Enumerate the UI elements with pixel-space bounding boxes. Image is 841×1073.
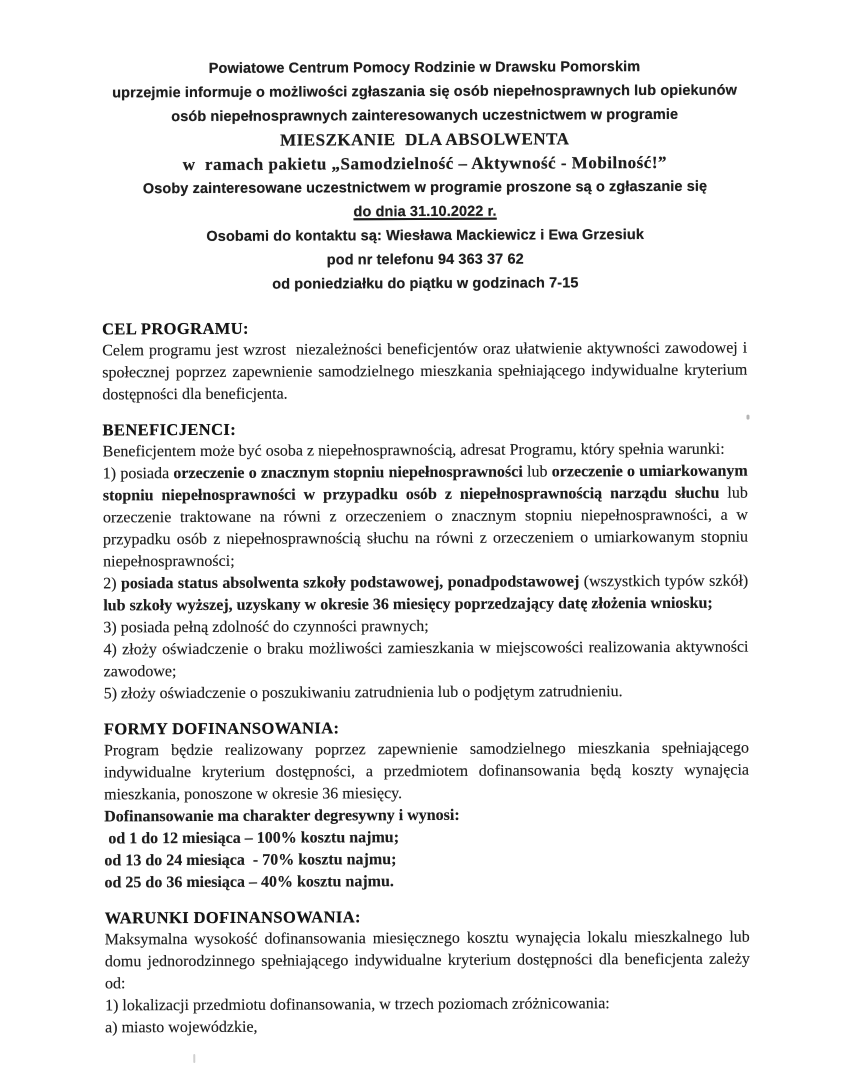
paragraph <box>102 461 753 574</box>
text-run: a) miasto wojewódzkie, <box>105 1018 258 1037</box>
text-run: lub szkoły wyższej, uzyskany w okresie 36 miesięcy poprzedzający datę złożenia wniosku; <box>103 594 713 615</box>
section-heading: WARUNKI DOFINANSOWANIA: <box>104 907 361 928</box>
header-org-name: Powiatowe Centrum Pomocy Rodzinie w Drawsku Pomorskim <box>208 59 641 77</box>
section-heading: BENEFICJENCI: <box>102 419 237 440</box>
text-run: Maksymalna wysokość dofinansowania miesięcznego kosztu wynajęcia lokalu mieszkalnego lub domu jednorodzinnego spełniającego indywidualne kryterium dostępności dla beneficjenta zależy od: <box>104 928 754 993</box>
header-contacts: Osobami do kontaktu są: Wiesława Mackiewicz i Ewa Grzesiuk <box>206 227 645 245</box>
paragraph <box>103 615 748 640</box>
text-run: 5) złoży oświadczenie o poszukiwaniu zatrudnienia lub o podjętym zatrudnieniu. <box>103 683 623 703</box>
text-run: lub <box>522 463 552 481</box>
text-run: lub orzeczenie traktowane na równi z orzeczeniem o znacznym stopniu niepełnosprawności, a w przypadku osób z niepełnosprawnością słuchu na równi z orzeczeniem o umiarkowanym stopniu niepełnosprawności; <box>102 484 753 571</box>
text-run: od 1 do 12 miesiąca – 100% kosztu najmu; <box>104 829 400 848</box>
text-run: orzeczenie o znacznym stopniu niepełnosprawności <box>173 463 523 483</box>
text-run: 3) posiada pełną zdolność do czynności prawnych; <box>103 617 429 637</box>
paragraph <box>104 826 749 851</box>
paragraph <box>105 1015 750 1040</box>
text-run: Beneficjentem może być osoba z niepełnosprawnością, adresat Programu, który spełnia warunki: <box>102 440 725 461</box>
header-deadline: do dnia 31.10.2022 r. <box>353 203 497 221</box>
text-run: Dofinansowanie ma charakter degresywny i wynosi: <box>104 806 460 826</box>
paragraph <box>102 338 752 407</box>
text-run: 1) posiada <box>102 465 174 483</box>
header-hours: od poniedziałku do piątku w godzinach 7-15 <box>272 275 579 293</box>
scan-speck <box>193 1054 195 1063</box>
paragraph <box>103 738 754 807</box>
text-run: 1) lokalizacji przedmiotu dofinansowania, w trzech poziomach zróżnicowania: <box>105 995 610 1015</box>
text-run: Program będzie realizowany poprzez zapewnienie samodzielnego mieszkania spełniającego indywidualne kryterium dostępności, a przedmiotem dofinansowania będą koszty wynajęcia mieszkania, ponoszone w okresie 36 miesięcy. <box>103 739 754 804</box>
paragraph <box>104 804 749 829</box>
header-info-line-1: uprzejmie informuje o możliwości zgłaszania się osób niepełnosprawnych lub opiekunów <box>112 82 737 102</box>
program-subtitle: w ramach pakietu „Samodzielność – Aktywność - Mobilność!” <box>182 152 668 175</box>
paragraph <box>104 848 749 873</box>
paragraph <box>103 439 748 464</box>
text-run: od 25 do 36 miesiąca – 40% kosztu najmu. <box>104 873 394 892</box>
header-apply-line: Osoby zainteresowane uczestnictwem w programie proszone są o zgłaszanie się <box>142 178 708 198</box>
text-run: 4) złoży oświadczenie o braku możliwości zamieszkania w miejscowości realizowania aktywności zawodowe; <box>103 638 753 681</box>
paragraph <box>103 637 753 684</box>
paragraph <box>104 870 749 895</box>
program-title: MIESZKANIE DLA ABSOLWENTA <box>280 129 570 150</box>
scan-speck <box>746 415 749 420</box>
header-info-line-2: osób niepełnosprawnych zainteresowanych uczestnictwem w programie <box>171 106 679 126</box>
section-warunki-dofinansowania <box>104 905 754 1040</box>
section-heading: CEL PROGRAMU: <box>102 318 249 339</box>
text-run: posiada status absolwenta szkoły podstawowej, ponadpodstawowej <box>120 573 580 593</box>
text-run: od 13 do 24 miesiąca - 70% kosztu najmu; <box>104 851 397 870</box>
text-run: Celem programu jest wzrost niezależności beneficjentów oraz ułatwienie aktywności zawodowej i społecznej poprzez zapewnienie samodzielnego mieszkania spełniającego indywidualne kryterium dostępności dla beneficjenta. <box>102 339 752 404</box>
document-body <box>102 316 754 1040</box>
paragraph <box>104 927 754 996</box>
text-run: 2) <box>103 575 122 593</box>
header-phone: pod nr telefonu 94 363 37 62 <box>326 251 524 269</box>
text-run: orzeczenie o umiarkowanym stopniu niepełnosprawności w przypadku osób z niepełnosprawnością narządu słuchu <box>102 462 752 505</box>
paragraph <box>103 571 753 618</box>
paragraph <box>105 993 750 1018</box>
section-heading: FORMY DOFINANSOWANIA: <box>103 718 340 739</box>
section-beneficjenci <box>102 417 753 706</box>
paragraph <box>104 681 749 706</box>
section-cel-programu <box>102 316 752 407</box>
text-run: (wszystkich typów szkół) <box>579 572 753 591</box>
document-header <box>98 55 752 298</box>
section-formy-dofinansowania <box>103 716 754 895</box>
